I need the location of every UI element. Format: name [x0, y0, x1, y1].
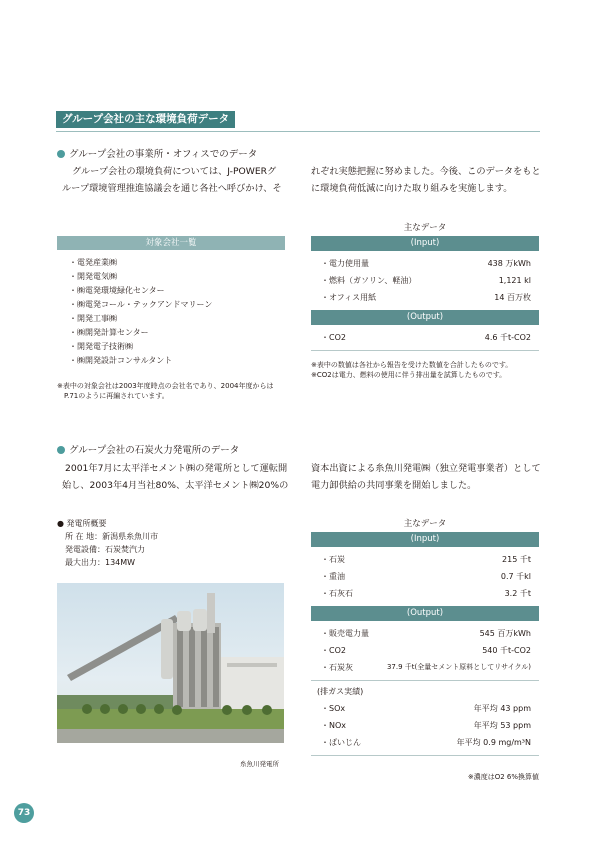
table-row: ・重油 0.7 千kl — [321, 572, 531, 581]
overview-line: 発電設備：石炭焚汽力 — [65, 545, 145, 554]
offices-heading: グループ会社の事業所・オフィスでのデータ — [57, 148, 257, 161]
list-item: ・開発工事㈱ — [69, 314, 117, 323]
gas-results-label: (排ガス実績) — [317, 687, 364, 696]
bullet-dot-icon — [57, 446, 65, 454]
text-line: グループ会社の環境負荷については、J-POWERグ — [72, 166, 277, 177]
input-header: (Input) — [311, 236, 539, 251]
list-item: ・電発産業㈱ — [69, 258, 117, 267]
overview-line: 所 在 地：新潟県糸魚川市 — [65, 532, 159, 541]
note-line: P.71のように再編されています。 — [64, 392, 169, 400]
plant-heading: グループ会社の石炭火力発電所のデータ — [57, 444, 239, 457]
offices-table-caption: 主なデータ — [403, 223, 447, 233]
table-row: ・電力使用量 438 万kWh — [321, 259, 531, 268]
table-row: ・NOx 年平均 53 ppm — [321, 721, 531, 730]
list-item: ・㈱開発計算センター — [69, 328, 149, 337]
offices-text-left — [62, 163, 282, 197]
offices-text-right — [311, 163, 541, 197]
table-row: ・石灰石 3.2 千t — [321, 589, 531, 598]
companies-note — [57, 381, 274, 401]
plant-overview — [57, 517, 158, 569]
text-line: ループ環境管理推進協議会を通じ各社へ呼びかけ、そ — [62, 183, 282, 194]
company-list — [57, 250, 285, 368]
list-item: ・開発電子技術㈱ — [69, 342, 133, 351]
overview-line: 最大出力：134MW — [65, 558, 136, 567]
table-row: ・SOx 年平均 43 ppm — [321, 704, 531, 713]
text-line: 資本出資による糸魚川発電㈱（独立発電事業者）として — [311, 463, 541, 474]
input-header: (Input) — [311, 532, 539, 547]
output-header: (Output) — [311, 606, 539, 621]
table-row: ・販売電力量 545 百万kWh — [321, 629, 531, 638]
text-line: れぞれ実態把握に努めました。今後、このデータをもと — [311, 166, 541, 177]
note-line: ※表中の対象会社は2003年度時点の会社名であり、2004年度からは — [57, 382, 274, 390]
company-list-title: 対象会社一覧 — [57, 236, 285, 250]
offices-table-notes — [311, 360, 512, 380]
plant-data-table — [311, 532, 539, 758]
table-row: ・石炭灰 37.9 千t(全量セメント原料としてリサイクル) — [321, 663, 531, 672]
table-row: ・CO2 4.6 千t-CO2 — [321, 333, 531, 342]
plant-text-right — [311, 460, 541, 494]
title-rule — [56, 131, 540, 132]
page-number: 73 — [14, 803, 34, 823]
offices-data-table — [311, 236, 539, 353]
power-plant-illustration — [57, 583, 284, 743]
list-item: ・㈱開発設計コンサルタント — [69, 356, 173, 365]
plant-text-left — [62, 460, 288, 494]
list-item: ・開発電気㈱ — [69, 272, 117, 281]
plant-table-note: ※濃度はO2 6%換算値 — [467, 773, 539, 781]
text-line: に環境負荷低減に向けた取り組みを実施します。 — [311, 183, 513, 194]
power-plant-photo — [57, 583, 284, 743]
bullet-dot-icon — [57, 150, 65, 158]
note-line: ※CO2は電力、燃料の使用に伴う排出量を試算したものです。 — [311, 371, 507, 379]
list-item: ・㈱電発コール・テックアンドマリーン — [69, 300, 213, 309]
table-row: ・CO2 540 千t-CO2 — [321, 646, 531, 655]
overview-title: ● 発電所概要 — [57, 519, 107, 528]
plant-table-caption: 主なデータ — [403, 519, 447, 529]
section-title: グループ会社の主な環境負荷データ — [56, 111, 235, 128]
table-row: ・オフィス用紙 14 百万枚 — [321, 293, 531, 302]
text-line: 始し、2003年4月当社80%、太平洋セメント㈱20%の — [62, 480, 289, 491]
list-item: ・㈱電発環境緑化センター — [69, 286, 165, 295]
company-list-box — [57, 236, 285, 374]
table-row: ・ばいじん 年平均 0.9 mg/m³N — [321, 738, 531, 747]
table-row: ・石炭 215 千t — [321, 555, 531, 564]
text-line: 電力卸供給の共同事業を開始しました。 — [311, 480, 477, 491]
photo-caption: 糸魚川発電所 — [240, 760, 279, 768]
note-line: ※表中の数値は各社から報告を受けた数値を合計したものです。 — [311, 361, 513, 369]
output-header: (Output) — [311, 310, 539, 325]
text-line: 2001年7月に太平洋セメント㈱の発電所として運転開 — [65, 463, 288, 474]
table-row: ・燃料（ガソリン、軽油） 1,121 kl — [321, 276, 531, 285]
